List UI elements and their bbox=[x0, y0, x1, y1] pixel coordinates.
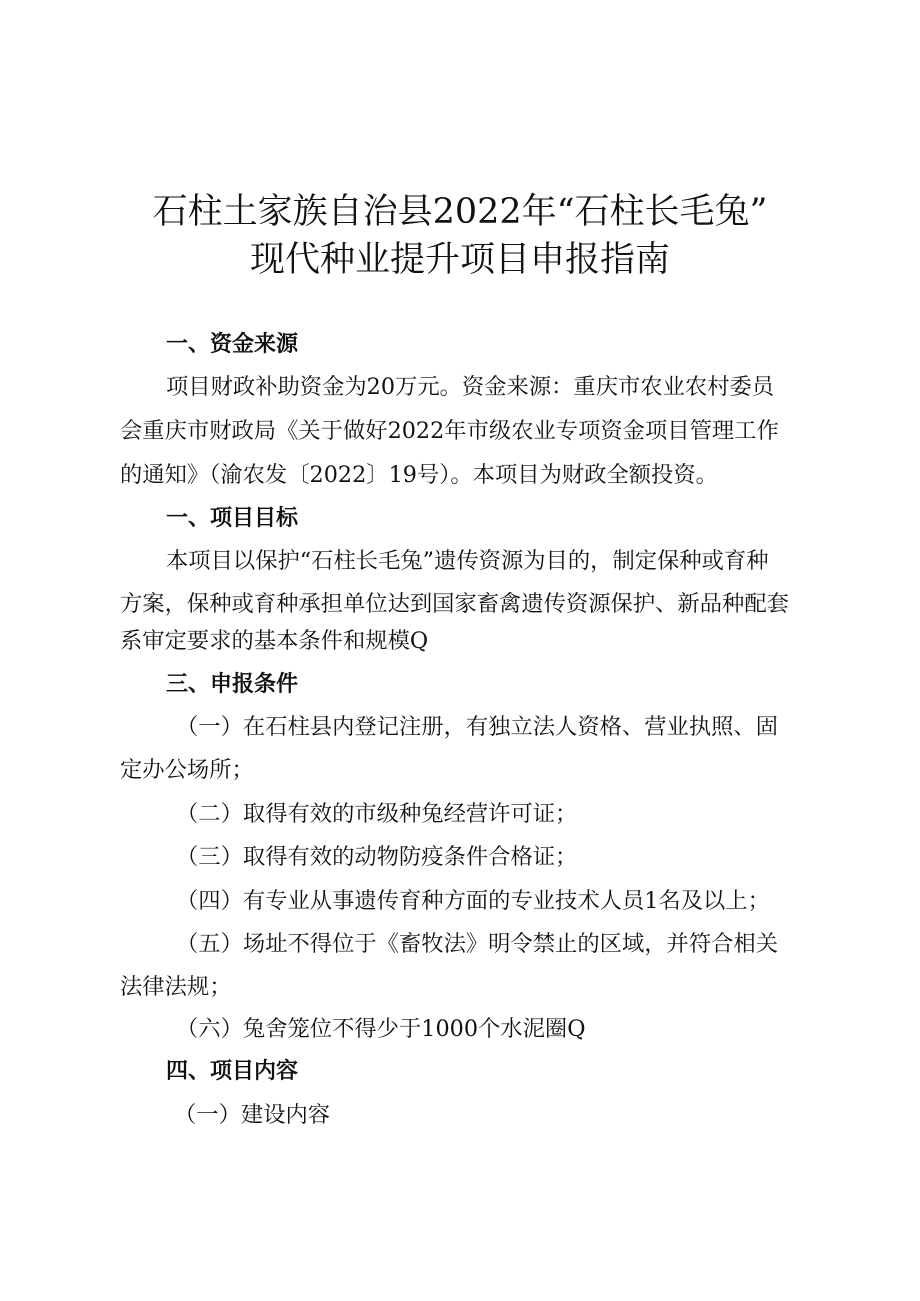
condition-item: （四）有专业从事遗传育种方面的专业技术人员1名及以上； bbox=[176, 888, 770, 914]
section-heading-project-content: 四、项目内容 bbox=[166, 1059, 299, 1084]
section-heading-funding-source: 一、资金来源 bbox=[166, 332, 299, 357]
paragraph-line: 系审定要求的基本条件和规模Q bbox=[120, 628, 429, 654]
paragraph-line: 本项目以保护“石柱长毛兔”遗传资源为目的，制定保种或育种 bbox=[166, 548, 769, 574]
section-heading-application-conditions: 三、申报条件 bbox=[166, 672, 299, 697]
condition-item-continuation: 法律法规； bbox=[120, 974, 232, 1000]
section-heading-project-goal: 一、项目目标 bbox=[166, 506, 299, 531]
paragraph-line: 会重庆市财政局《关于做好2022年市级农业专项资金项目管理工作 bbox=[120, 418, 779, 444]
condition-item: （三）取得有效的动物防疫条件合格证； bbox=[176, 844, 578, 870]
condition-item: （六）兔舍笼位不得少于1000个水泥圈Q bbox=[176, 1016, 586, 1042]
document-title-line-2: 现代种业提升项目申报指南 bbox=[249, 240, 670, 280]
condition-item: （二）取得有效的市级种兔经营许可证； bbox=[176, 801, 578, 827]
subsection-heading-construction-content: （一）建设内容 bbox=[174, 1102, 331, 1128]
condition-item-continuation: 定办公场所； bbox=[120, 757, 254, 783]
paragraph-line: 方案，保种或育种承担单位达到国家畜禽遗传资源保护、新品种配套 bbox=[120, 591, 789, 617]
paragraph-line: 的通知》（渝农发〔2022〕19号）。本项目为财政全额投资。 bbox=[120, 462, 718, 488]
document-title-line-1: 石柱土家族自治县2022年“石柱长毛兔” bbox=[152, 192, 768, 232]
paragraph-line: 项目财政补助资金为20万元。资金来源：重庆市农业农村委员 bbox=[166, 374, 775, 400]
condition-item: （一）在石柱县内登记注册，有独立法人资格、营业执照、固 bbox=[176, 714, 779, 740]
condition-item: （五）场址不得位于《畜牧法》明令禁止的区域，并符合相关 bbox=[176, 931, 779, 957]
